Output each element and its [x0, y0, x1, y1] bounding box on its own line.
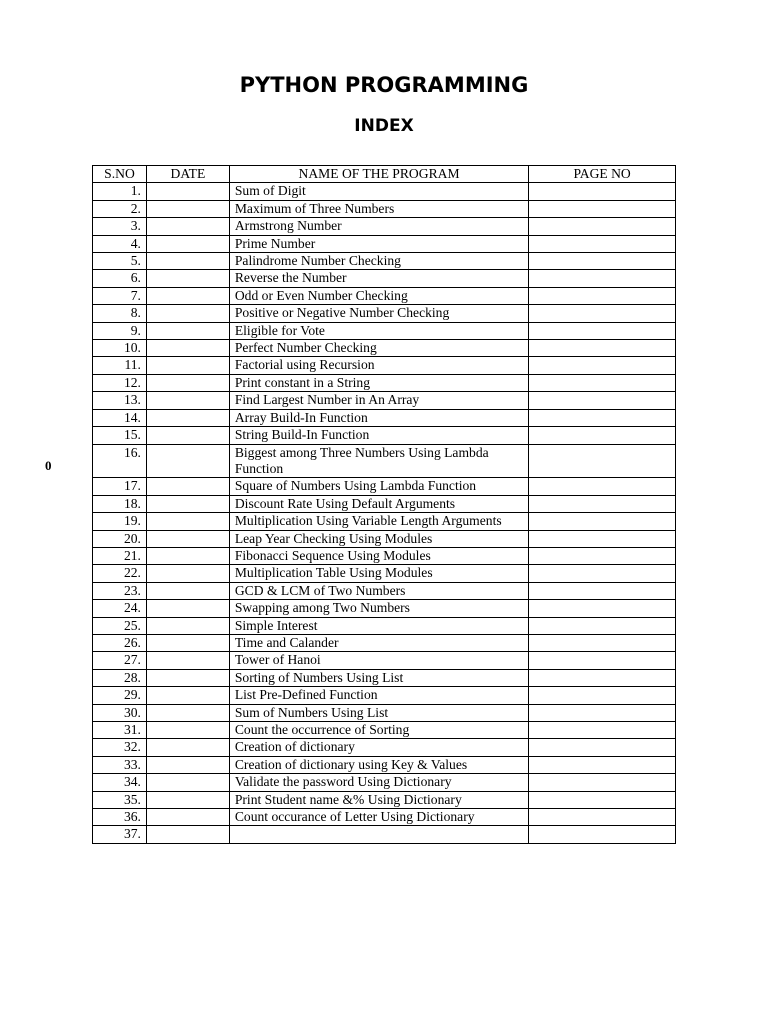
cell-date	[146, 478, 229, 495]
cell-page-no	[529, 547, 676, 564]
cell-date	[146, 374, 229, 391]
cell-program-name: Biggest among Three Numbers Using Lambda Function	[229, 444, 528, 478]
table-row	[93, 722, 676, 739]
cell-sno: 22.	[93, 565, 147, 582]
cell-program-name: Time and Calander	[229, 634, 528, 651]
table-row	[93, 340, 676, 357]
cell-sno: 36.	[93, 809, 147, 826]
cell-program-name: Maximum of Three Numbers	[229, 200, 528, 217]
cell-page-no	[529, 652, 676, 669]
cell-program-name: Validate the password Using Dictionary	[229, 774, 528, 791]
cell-date	[146, 513, 229, 530]
table-row	[93, 652, 676, 669]
table-row	[93, 600, 676, 617]
cell-sno: 2.	[93, 200, 147, 217]
cell-date	[146, 305, 229, 322]
index-table	[92, 165, 676, 844]
cell-sno: 27.	[93, 652, 147, 669]
cell-page-no	[529, 200, 676, 217]
cell-page-no	[529, 617, 676, 634]
table-row	[93, 287, 676, 304]
cell-program-name: Prime Number	[229, 235, 528, 252]
cell-page-no	[529, 565, 676, 582]
table-row	[93, 756, 676, 773]
table-header-row	[93, 166, 676, 183]
cell-date	[146, 652, 229, 669]
cell-sno: 30.	[93, 704, 147, 721]
cell-program-name	[229, 826, 528, 843]
cell-date	[146, 392, 229, 409]
cell-program-name: Creation of dictionary using Key & Values	[229, 756, 528, 773]
table-row	[93, 739, 676, 756]
table-row	[93, 392, 676, 409]
cell-program-name: Tower of Hanoi	[229, 652, 528, 669]
cell-program-name: Eligible for Vote	[229, 322, 528, 339]
cell-date	[146, 183, 229, 200]
table-row	[93, 669, 676, 686]
table-row	[93, 774, 676, 791]
cell-sno: 6.	[93, 270, 147, 287]
cell-date	[146, 756, 229, 773]
table-row	[93, 513, 676, 530]
page-subtitle: INDEX	[354, 116, 414, 136]
table-row	[93, 218, 676, 235]
table-row	[93, 305, 676, 322]
cell-page-no	[529, 478, 676, 495]
cell-sno: 32.	[93, 739, 147, 756]
cell-page-no	[529, 409, 676, 426]
table-row	[93, 495, 676, 512]
cell-page-no	[529, 687, 676, 704]
cell-program-name: Factorial using Recursion	[229, 357, 528, 374]
cell-program-name: Creation of dictionary	[229, 739, 528, 756]
cell-program-name: Armstrong Number	[229, 218, 528, 235]
cell-page-no	[529, 374, 676, 391]
column-header-name: NAME OF THE PROGRAM	[229, 166, 528, 183]
cell-sno: 33.	[93, 756, 147, 773]
cell-date	[146, 791, 229, 808]
cell-date	[146, 357, 229, 374]
cell-page-no	[529, 357, 676, 374]
cell-date	[146, 582, 229, 599]
table-row	[93, 444, 676, 478]
cell-date	[146, 617, 229, 634]
cell-program-name: List Pre-Defined Function	[229, 687, 528, 704]
table-row	[93, 617, 676, 634]
table-row	[93, 427, 676, 444]
cell-date	[146, 739, 229, 756]
cell-sno: 5.	[93, 253, 147, 270]
cell-sno: 26.	[93, 634, 147, 651]
cell-program-name: Fibonacci Sequence Using Modules	[229, 547, 528, 564]
cell-sno: 16.	[93, 444, 147, 478]
table-row	[93, 704, 676, 721]
cell-sno: 15.	[93, 427, 147, 444]
cell-page-no	[529, 826, 676, 843]
cell-date	[146, 669, 229, 686]
cell-date	[146, 253, 229, 270]
column-header-date: DATE	[146, 166, 229, 183]
cell-program-name: GCD & LCM of Two Numbers	[229, 582, 528, 599]
cell-date	[146, 530, 229, 547]
cell-sno: 31.	[93, 722, 147, 739]
cell-page-no	[529, 392, 676, 409]
cell-sno: 19.	[93, 513, 147, 530]
table-row	[93, 374, 676, 391]
cell-sno: 35.	[93, 791, 147, 808]
cell-page-no	[529, 582, 676, 599]
cell-program-name: Palindrome Number Checking	[229, 253, 528, 270]
cell-date	[146, 634, 229, 651]
cell-date	[146, 774, 229, 791]
cell-program-name: Positive or Negative Number Checking	[229, 305, 528, 322]
cell-page-no	[529, 669, 676, 686]
cell-page-no	[529, 270, 676, 287]
cell-date	[146, 218, 229, 235]
cell-sno: 13.	[93, 392, 147, 409]
cell-page-no	[529, 218, 676, 235]
cell-sno: 8.	[93, 305, 147, 322]
cell-date	[146, 270, 229, 287]
cell-sno: 1.	[93, 183, 147, 200]
cell-page-no	[529, 340, 676, 357]
cell-page-no	[529, 183, 676, 200]
table-row	[93, 565, 676, 582]
cell-date	[146, 704, 229, 721]
cell-program-name: String Build-In Function	[229, 427, 528, 444]
cell-program-name: Multiplication Using Variable Length Arguments	[229, 513, 528, 530]
cell-sno: 18.	[93, 495, 147, 512]
cell-program-name: Count the occurrence of Sorting	[229, 722, 528, 739]
cell-sno: 20.	[93, 530, 147, 547]
column-header-sno: S.NO	[93, 166, 147, 183]
cell-sno: 29.	[93, 687, 147, 704]
cell-page-no	[529, 235, 676, 252]
cell-program-name: Discount Rate Using Default Arguments	[229, 495, 528, 512]
cell-page-no	[529, 774, 676, 791]
cell-page-no	[529, 444, 676, 478]
cell-page-no	[529, 634, 676, 651]
cell-page-no	[529, 756, 676, 773]
table-row	[93, 235, 676, 252]
table-row	[93, 478, 676, 495]
cell-program-name: Square of Numbers Using Lambda Function	[229, 478, 528, 495]
cell-date	[146, 547, 229, 564]
cell-sno: 4.	[93, 235, 147, 252]
cell-date	[146, 600, 229, 617]
cell-date	[146, 427, 229, 444]
column-header-page: PAGE NO	[529, 166, 676, 183]
cell-date	[146, 200, 229, 217]
cell-page-no	[529, 322, 676, 339]
table-row	[93, 547, 676, 564]
page-title: PYTHON PROGRAMMING	[239, 73, 529, 97]
table-row	[93, 183, 676, 200]
cell-sno: 37.	[93, 826, 147, 843]
table-row	[93, 253, 676, 270]
cell-date	[146, 826, 229, 843]
cell-program-name: Simple Interest	[229, 617, 528, 634]
cell-page-no	[529, 305, 676, 322]
cell-sno: 9.	[93, 322, 147, 339]
cell-sno: 34.	[93, 774, 147, 791]
table-row	[93, 791, 676, 808]
cell-date	[146, 687, 229, 704]
index-table-body	[93, 183, 676, 843]
cell-program-name: Array Build-In Function	[229, 409, 528, 426]
cell-page-no	[529, 427, 676, 444]
cell-page-no	[529, 287, 676, 304]
cell-sno: 21.	[93, 547, 147, 564]
cell-program-name: Sorting of Numbers Using List	[229, 669, 528, 686]
cell-date	[146, 409, 229, 426]
cell-sno: 24.	[93, 600, 147, 617]
cell-page-no	[529, 253, 676, 270]
cell-program-name: Sum of Numbers Using List	[229, 704, 528, 721]
cell-sno: 3.	[93, 218, 147, 235]
cell-sno: 12.	[93, 374, 147, 391]
cell-date	[146, 235, 229, 252]
cell-page-no	[529, 600, 676, 617]
cell-page-no	[529, 739, 676, 756]
cell-sno: 28.	[93, 669, 147, 686]
cell-program-name: Count occurance of Letter Using Dictionary	[229, 809, 528, 826]
cell-program-name: Print Student name &% Using Dictionary	[229, 791, 528, 808]
table-row	[93, 634, 676, 651]
table-row	[93, 530, 676, 547]
table-row	[93, 409, 676, 426]
cell-page-no	[529, 530, 676, 547]
cell-date	[146, 722, 229, 739]
cell-program-name: Print constant in a String	[229, 374, 528, 391]
margin-mark: 0	[45, 458, 52, 473]
cell-program-name: Reverse the Number	[229, 270, 528, 287]
cell-page-no	[529, 722, 676, 739]
cell-sno: 7.	[93, 287, 147, 304]
table-row	[93, 200, 676, 217]
table-row	[93, 582, 676, 599]
cell-sno: 17.	[93, 478, 147, 495]
cell-program-name: Leap Year Checking Using Modules	[229, 530, 528, 547]
cell-date	[146, 565, 229, 582]
table-row	[93, 322, 676, 339]
cell-date	[146, 340, 229, 357]
cell-date	[146, 809, 229, 826]
cell-sno: 25.	[93, 617, 147, 634]
cell-program-name: Sum of Digit	[229, 183, 528, 200]
cell-page-no	[529, 513, 676, 530]
cell-sno: 14.	[93, 409, 147, 426]
table-row	[93, 826, 676, 843]
cell-program-name: Perfect Number Checking	[229, 340, 528, 357]
cell-date	[146, 495, 229, 512]
cell-date	[146, 444, 229, 478]
cell-program-name: Multiplication Table Using Modules	[229, 565, 528, 582]
cell-page-no	[529, 704, 676, 721]
cell-page-no	[529, 809, 676, 826]
cell-sno: 11.	[93, 357, 147, 374]
cell-date	[146, 287, 229, 304]
cell-page-no	[529, 791, 676, 808]
cell-program-name: Find Largest Number in An Array	[229, 392, 528, 409]
cell-sno: 23.	[93, 582, 147, 599]
table-row	[93, 687, 676, 704]
cell-program-name: Swapping among Two Numbers	[229, 600, 528, 617]
cell-sno: 10.	[93, 340, 147, 357]
cell-date	[146, 322, 229, 339]
table-row	[93, 270, 676, 287]
table-row	[93, 357, 676, 374]
cell-page-no	[529, 495, 676, 512]
cell-program-name: Odd or Even Number Checking	[229, 287, 528, 304]
table-row	[93, 809, 676, 826]
